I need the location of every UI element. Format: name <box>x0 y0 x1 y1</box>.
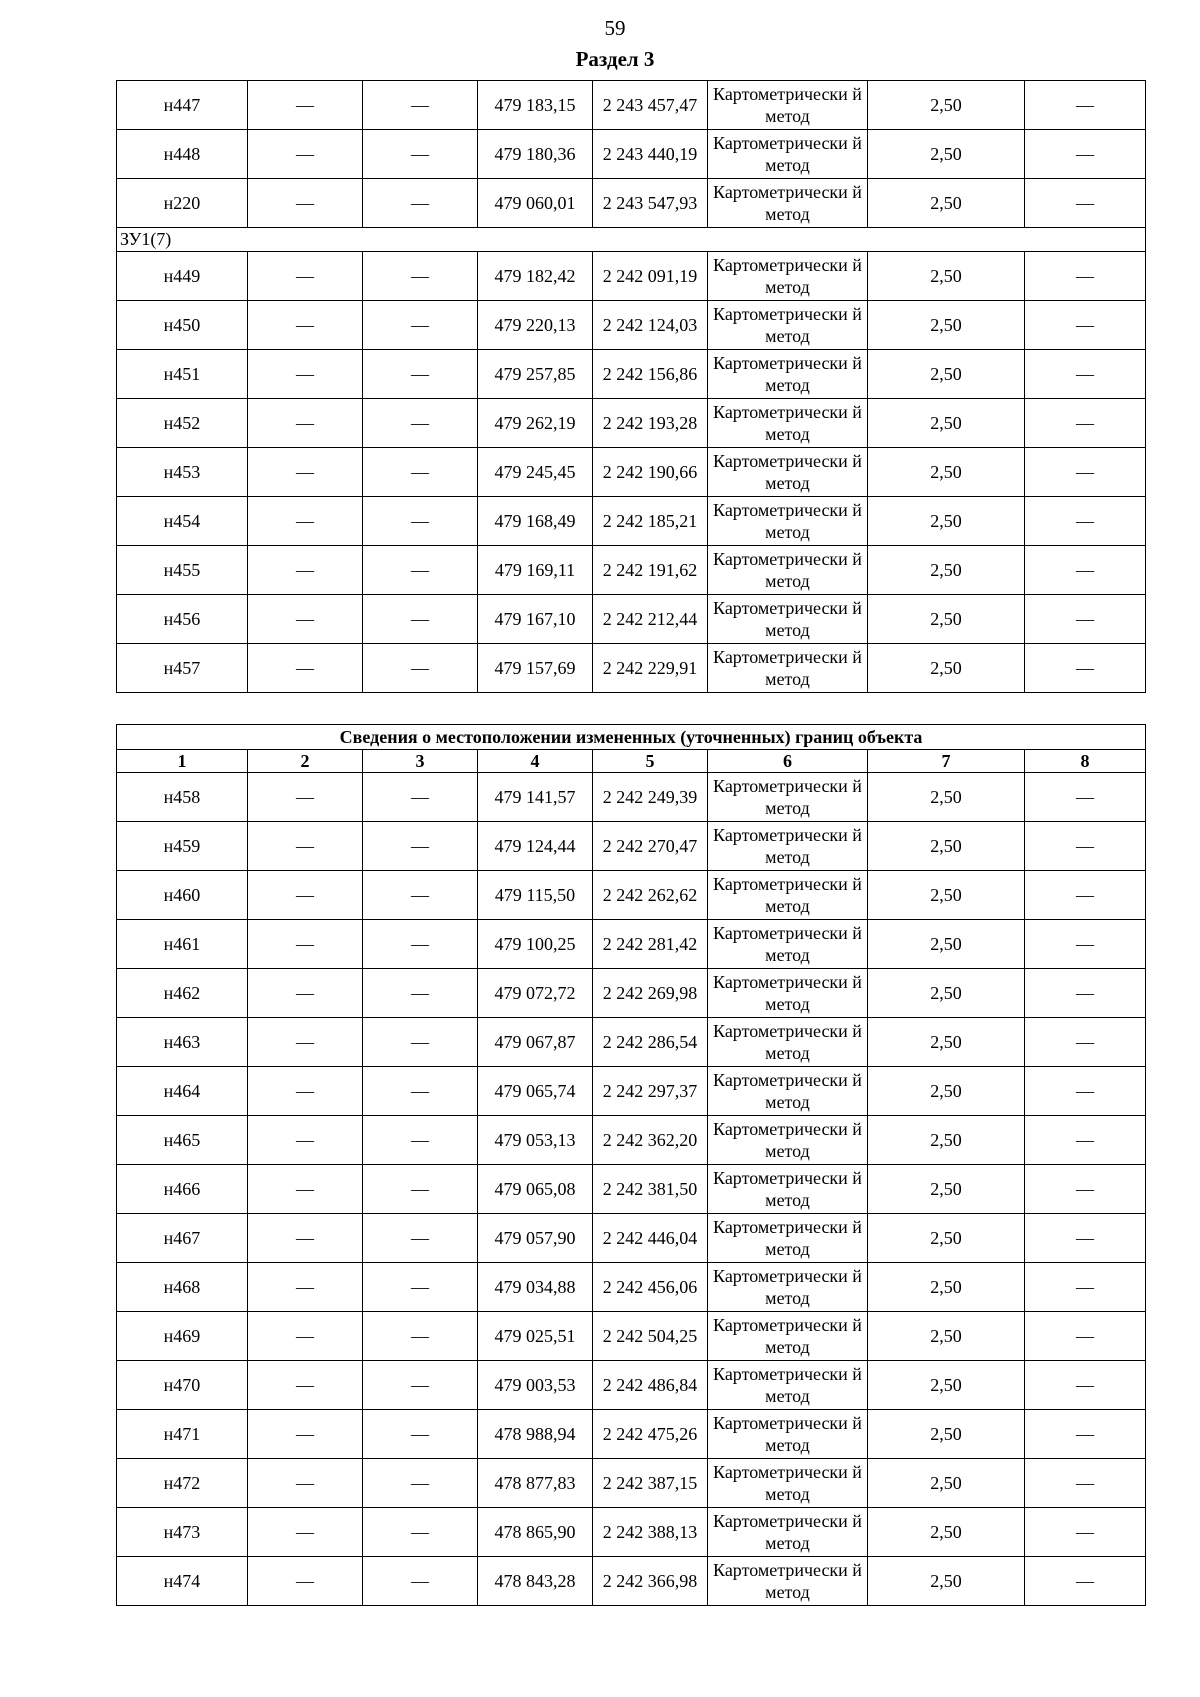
table-row <box>117 1018 1146 1067</box>
column-number: 2 <box>248 750 363 773</box>
table-row <box>117 1508 1146 1557</box>
y-coordinate: 2 242 190,66 <box>593 448 708 497</box>
col2-value: — <box>248 448 363 497</box>
table-row <box>117 595 1146 644</box>
method: Картометрически й метод <box>708 969 868 1018</box>
col2-value: — <box>248 399 363 448</box>
x-coordinate: 479 003,53 <box>478 1361 593 1410</box>
table-row <box>117 350 1146 399</box>
table-caption-row <box>117 725 1146 750</box>
col8-value: — <box>1025 822 1146 871</box>
col2-value: — <box>248 546 363 595</box>
method: Картометрически й метод <box>708 595 868 644</box>
col3-value: — <box>363 969 478 1018</box>
col3-value: — <box>363 399 478 448</box>
table-row <box>117 1263 1146 1312</box>
col3-value: — <box>363 497 478 546</box>
point-id: н472 <box>117 1459 248 1508</box>
column-number: 6 <box>708 750 868 773</box>
col8-value: — <box>1025 81 1146 130</box>
precision: 2,50 <box>868 595 1025 644</box>
col3-value: — <box>363 1557 478 1606</box>
point-id: н464 <box>117 1067 248 1116</box>
precision: 2,50 <box>868 644 1025 693</box>
precision: 2,50 <box>868 1410 1025 1459</box>
y-coordinate: 2 242 124,03 <box>593 301 708 350</box>
y-coordinate: 2 242 381,50 <box>593 1165 708 1214</box>
col8-value: — <box>1025 448 1146 497</box>
col2-value: — <box>248 1067 363 1116</box>
point-id: н469 <box>117 1312 248 1361</box>
col8-value: — <box>1025 130 1146 179</box>
point-id: н455 <box>117 546 248 595</box>
point-id: н457 <box>117 644 248 693</box>
col2-value: — <box>248 1410 363 1459</box>
col3-value: — <box>363 1116 478 1165</box>
precision: 2,50 <box>868 969 1025 1018</box>
col8-value: — <box>1025 1410 1146 1459</box>
col3-value: — <box>363 1508 478 1557</box>
method: Картометрически й метод <box>708 497 868 546</box>
col8-value: — <box>1025 1214 1146 1263</box>
precision: 2,50 <box>868 252 1025 301</box>
col2-value: — <box>248 179 363 228</box>
precision: 2,50 <box>868 301 1025 350</box>
y-coordinate: 2 242 366,98 <box>593 1557 708 1606</box>
y-coordinate: 2 242 281,42 <box>593 920 708 969</box>
table-row <box>117 822 1146 871</box>
point-id: н470 <box>117 1361 248 1410</box>
precision: 2,50 <box>868 1557 1025 1606</box>
col8-value: — <box>1025 546 1146 595</box>
group-label: ЗУ1(7) <box>117 228 1146 252</box>
col8-value: — <box>1025 301 1146 350</box>
col2-value: — <box>248 1214 363 1263</box>
point-id: н456 <box>117 595 248 644</box>
col2-value: — <box>248 1116 363 1165</box>
precision: 2,50 <box>868 1508 1025 1557</box>
method: Картометрически й метод <box>708 920 868 969</box>
col3-value: — <box>363 1263 478 1312</box>
table-row <box>117 644 1146 693</box>
col2-value: — <box>248 1508 363 1557</box>
col2-value: — <box>248 1165 363 1214</box>
col8-value: — <box>1025 350 1146 399</box>
column-number: 3 <box>363 750 478 773</box>
col2-value: — <box>248 1557 363 1606</box>
y-coordinate: 2 242 262,62 <box>593 871 708 920</box>
point-id: н467 <box>117 1214 248 1263</box>
table-row <box>117 399 1146 448</box>
x-coordinate: 479 180,36 <box>478 130 593 179</box>
col3-value: — <box>363 822 478 871</box>
y-coordinate: 2 242 504,25 <box>593 1312 708 1361</box>
method: Картометрически й метод <box>708 1459 868 1508</box>
table-1-rows-b <box>117 252 1146 693</box>
col3-value: — <box>363 301 478 350</box>
point-id: н466 <box>117 1165 248 1214</box>
table-row <box>117 1165 1146 1214</box>
x-coordinate: 478 877,83 <box>478 1459 593 1508</box>
col3-value: — <box>363 1312 478 1361</box>
col3-value: — <box>363 81 478 130</box>
x-coordinate: 479 065,74 <box>478 1067 593 1116</box>
precision: 2,50 <box>868 546 1025 595</box>
y-coordinate: 2 243 547,93 <box>593 179 708 228</box>
method: Картометрически й метод <box>708 81 868 130</box>
table-row <box>117 969 1146 1018</box>
y-coordinate: 2 242 456,06 <box>593 1263 708 1312</box>
col3-value: — <box>363 448 478 497</box>
method: Картометрически й метод <box>708 1410 868 1459</box>
page-number: 59 <box>604 16 626 40</box>
x-coordinate: 479 034,88 <box>478 1263 593 1312</box>
method: Картометрически й метод <box>708 130 868 179</box>
point-id: н474 <box>117 1557 248 1606</box>
precision: 2,50 <box>868 1116 1025 1165</box>
table-row <box>117 1459 1146 1508</box>
col2-value: — <box>248 871 363 920</box>
table-row <box>117 179 1146 228</box>
y-coordinate: 2 242 446,04 <box>593 1214 708 1263</box>
col2-value: — <box>248 920 363 969</box>
x-coordinate: 479 067,87 <box>478 1018 593 1067</box>
col2-value: — <box>248 1018 363 1067</box>
point-id: н462 <box>117 969 248 1018</box>
point-id: н447 <box>117 81 248 130</box>
col8-value: — <box>1025 1018 1146 1067</box>
y-coordinate: 2 242 156,86 <box>593 350 708 399</box>
x-coordinate: 479 141,57 <box>478 773 593 822</box>
table-2-rows <box>117 773 1146 1606</box>
column-number: 8 <box>1025 750 1146 773</box>
col8-value: — <box>1025 1067 1146 1116</box>
point-id: н454 <box>117 497 248 546</box>
column-number: 4 <box>478 750 593 773</box>
y-coordinate: 2 242 229,91 <box>593 644 708 693</box>
table-row <box>117 1116 1146 1165</box>
col2-value: — <box>248 301 363 350</box>
x-coordinate: 478 988,94 <box>478 1410 593 1459</box>
col8-value: — <box>1025 1508 1146 1557</box>
y-coordinate: 2 242 286,54 <box>593 1018 708 1067</box>
col2-value: — <box>248 773 363 822</box>
precision: 2,50 <box>868 399 1025 448</box>
col8-value: — <box>1025 1263 1146 1312</box>
table-row <box>117 1410 1146 1459</box>
point-id: н220 <box>117 179 248 228</box>
y-coordinate: 2 242 475,26 <box>593 1410 708 1459</box>
table-row <box>117 1361 1146 1410</box>
method: Картометрически й метод <box>708 301 868 350</box>
y-coordinate: 2 242 297,37 <box>593 1067 708 1116</box>
method: Картометрически й метод <box>708 822 868 871</box>
y-coordinate: 2 242 193,28 <box>593 399 708 448</box>
method: Картометрически й метод <box>708 644 868 693</box>
table-row <box>117 871 1146 920</box>
y-coordinate: 2 242 249,39 <box>593 773 708 822</box>
x-coordinate: 479 168,49 <box>478 497 593 546</box>
table-row <box>117 301 1146 350</box>
x-coordinate: 479 065,08 <box>478 1165 593 1214</box>
col3-value: — <box>363 871 478 920</box>
point-id: н471 <box>117 1410 248 1459</box>
x-coordinate: 479 220,13 <box>478 301 593 350</box>
table-row <box>117 773 1146 822</box>
method: Картометрически й метод <box>708 252 868 301</box>
x-coordinate: 479 057,90 <box>478 1214 593 1263</box>
y-coordinate: 2 242 269,98 <box>593 969 708 1018</box>
col3-value: — <box>363 595 478 644</box>
y-coordinate: 2 243 440,19 <box>593 130 708 179</box>
y-coordinate: 2 242 185,21 <box>593 497 708 546</box>
col8-value: — <box>1025 399 1146 448</box>
point-id: н465 <box>117 1116 248 1165</box>
precision: 2,50 <box>868 350 1025 399</box>
col2-value: — <box>248 595 363 644</box>
method: Картометрически й метод <box>708 1312 868 1361</box>
table-row <box>117 546 1146 595</box>
method: Картометрически й метод <box>708 1067 868 1116</box>
column-number: 5 <box>593 750 708 773</box>
y-coordinate: 2 242 191,62 <box>593 546 708 595</box>
col2-value: — <box>248 1263 363 1312</box>
y-coordinate: 2 242 362,20 <box>593 1116 708 1165</box>
method: Картометрически й метод <box>708 546 868 595</box>
point-id: н461 <box>117 920 248 969</box>
col8-value: — <box>1025 1165 1146 1214</box>
table-row <box>117 448 1146 497</box>
table-row <box>117 1214 1146 1263</box>
col3-value: — <box>363 252 478 301</box>
y-coordinate: 2 242 212,44 <box>593 595 708 644</box>
precision: 2,50 <box>868 497 1025 546</box>
col8-value: — <box>1025 920 1146 969</box>
col2-value: — <box>248 969 363 1018</box>
col3-value: — <box>363 1214 478 1263</box>
y-coordinate: 2 242 091,19 <box>593 252 708 301</box>
method: Картометрически й метод <box>708 448 868 497</box>
precision: 2,50 <box>868 1165 1025 1214</box>
col8-value: — <box>1025 1459 1146 1508</box>
method: Картометрически й метод <box>708 399 868 448</box>
table-row <box>117 130 1146 179</box>
x-coordinate: 479 053,13 <box>478 1116 593 1165</box>
col8-value: — <box>1025 644 1146 693</box>
x-coordinate: 479 157,69 <box>478 644 593 693</box>
point-id: н473 <box>117 1508 248 1557</box>
precision: 2,50 <box>868 1459 1025 1508</box>
x-coordinate: 479 115,50 <box>478 871 593 920</box>
col2-value: — <box>248 1312 363 1361</box>
y-coordinate: 2 242 270,47 <box>593 822 708 871</box>
table-row <box>117 81 1146 130</box>
table-row <box>117 1557 1146 1606</box>
col3-value: — <box>363 1018 478 1067</box>
x-coordinate: 479 167,10 <box>478 595 593 644</box>
precision: 2,50 <box>868 1263 1025 1312</box>
col8-value: — <box>1025 969 1146 1018</box>
column-number-row <box>117 750 1146 773</box>
col2-value: — <box>248 130 363 179</box>
x-coordinate: 479 257,85 <box>478 350 593 399</box>
point-id: н460 <box>117 871 248 920</box>
col3-value: — <box>363 1361 478 1410</box>
x-coordinate: 479 100,25 <box>478 920 593 969</box>
col8-value: — <box>1025 497 1146 546</box>
point-id: н453 <box>117 448 248 497</box>
point-id: н450 <box>117 301 248 350</box>
col3-value: — <box>363 1459 478 1508</box>
method: Картометрически й метод <box>708 1214 868 1263</box>
method: Картометрически й метод <box>708 773 868 822</box>
col3-value: — <box>363 350 478 399</box>
y-coordinate: 2 242 486,84 <box>593 1361 708 1410</box>
x-coordinate: 479 182,42 <box>478 252 593 301</box>
col8-value: — <box>1025 1557 1146 1606</box>
point-id: н448 <box>117 130 248 179</box>
point-id: н449 <box>117 252 248 301</box>
x-coordinate: 479 072,72 <box>478 969 593 1018</box>
x-coordinate: 478 865,90 <box>478 1508 593 1557</box>
precision: 2,50 <box>868 81 1025 130</box>
col2-value: — <box>248 1459 363 1508</box>
col3-value: — <box>363 773 478 822</box>
precision: 2,50 <box>868 1214 1025 1263</box>
x-coordinate: 478 843,28 <box>478 1557 593 1606</box>
precision: 2,50 <box>868 1018 1025 1067</box>
method: Картометрически й метод <box>708 871 868 920</box>
precision: 2,50 <box>868 871 1025 920</box>
precision: 2,50 <box>868 822 1025 871</box>
col8-value: — <box>1025 1361 1146 1410</box>
col3-value: — <box>363 644 478 693</box>
method: Картометрически й метод <box>708 1116 868 1165</box>
coordinates-table-1 <box>116 80 1146 693</box>
table-row <box>117 920 1146 969</box>
y-coordinate: 2 243 457,47 <box>593 81 708 130</box>
col3-value: — <box>363 179 478 228</box>
col3-value: — <box>363 1410 478 1459</box>
col2-value: — <box>248 350 363 399</box>
table-1-group <box>117 228 1146 252</box>
col8-value: — <box>1025 1116 1146 1165</box>
col8-value: — <box>1025 773 1146 822</box>
method: Картометрически й метод <box>708 1018 868 1067</box>
col2-value: — <box>248 644 363 693</box>
precision: 2,50 <box>868 179 1025 228</box>
point-id: н468 <box>117 1263 248 1312</box>
method: Картометрически й метод <box>708 1508 868 1557</box>
col3-value: — <box>363 130 478 179</box>
col8-value: — <box>1025 179 1146 228</box>
precision: 2,50 <box>868 773 1025 822</box>
x-coordinate: 479 262,19 <box>478 399 593 448</box>
method: Картометрически й метод <box>708 179 868 228</box>
precision: 2,50 <box>868 1067 1025 1116</box>
method: Картометрически й метод <box>708 350 868 399</box>
y-coordinate: 2 242 387,15 <box>593 1459 708 1508</box>
method: Картометрически й метод <box>708 1557 868 1606</box>
point-id: н463 <box>117 1018 248 1067</box>
col8-value: — <box>1025 871 1146 920</box>
col2-value: — <box>248 822 363 871</box>
table-row <box>117 252 1146 301</box>
point-id: н459 <box>117 822 248 871</box>
precision: 2,50 <box>868 448 1025 497</box>
col8-value: — <box>1025 595 1146 644</box>
table-1-rows-a <box>117 81 1146 228</box>
col8-value: — <box>1025 1312 1146 1361</box>
column-number: 7 <box>868 750 1025 773</box>
precision: 2,50 <box>868 130 1025 179</box>
col3-value: — <box>363 920 478 969</box>
precision: 2,50 <box>868 920 1025 969</box>
col3-value: — <box>363 546 478 595</box>
x-coordinate: 479 245,45 <box>478 448 593 497</box>
y-coordinate: 2 242 388,13 <box>593 1508 708 1557</box>
x-coordinate: 479 183,15 <box>478 81 593 130</box>
x-coordinate: 479 124,44 <box>478 822 593 871</box>
table-row <box>117 497 1146 546</box>
method: Картометрически й метод <box>708 1165 868 1214</box>
point-id: н452 <box>117 399 248 448</box>
col2-value: — <box>248 252 363 301</box>
col2-value: — <box>248 497 363 546</box>
precision: 2,50 <box>868 1361 1025 1410</box>
column-number: 1 <box>117 750 248 773</box>
method: Картометрически й метод <box>708 1263 868 1312</box>
method: Картометрически й метод <box>708 1361 868 1410</box>
x-coordinate: 479 060,01 <box>478 179 593 228</box>
coordinates-table-2 <box>116 724 1146 1606</box>
col2-value: — <box>248 1361 363 1410</box>
point-id: н451 <box>117 350 248 399</box>
section-title: Раздел 3 <box>575 47 655 71</box>
table-row <box>117 1067 1146 1116</box>
x-coordinate: 479 169,11 <box>478 546 593 595</box>
col2-value: — <box>248 81 363 130</box>
table-caption: Сведения о местоположении измененных (уточненных) границ объекта <box>117 725 1146 750</box>
col8-value: — <box>1025 252 1146 301</box>
point-id: н458 <box>117 773 248 822</box>
col3-value: — <box>363 1067 478 1116</box>
table-row <box>117 1312 1146 1361</box>
x-coordinate: 479 025,51 <box>478 1312 593 1361</box>
col3-value: — <box>363 1165 478 1214</box>
group-row <box>117 228 1146 252</box>
precision: 2,50 <box>868 1312 1025 1361</box>
